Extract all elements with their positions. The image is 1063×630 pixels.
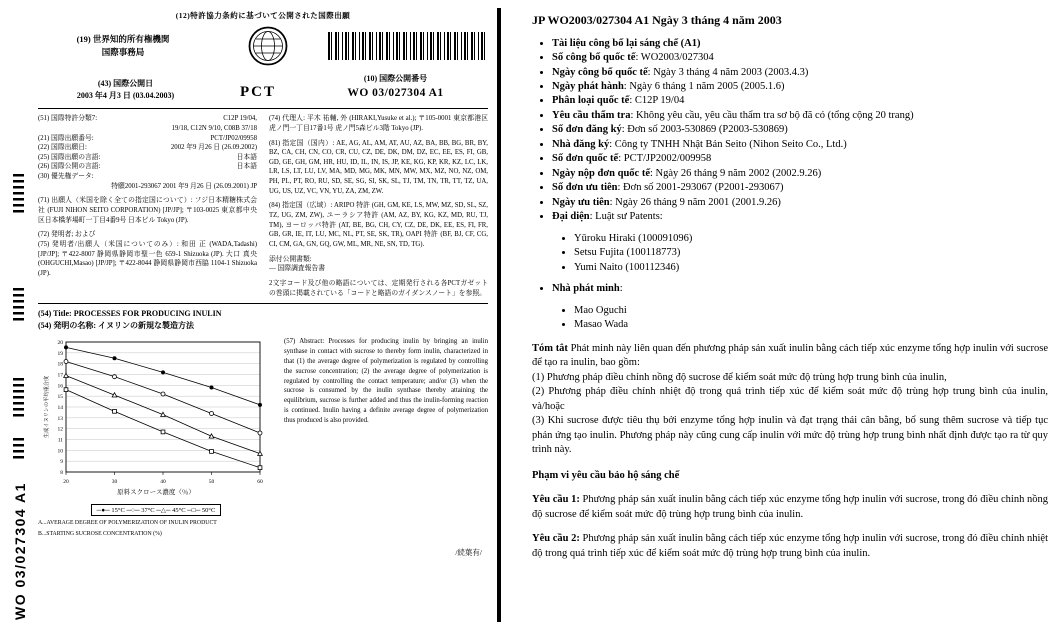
claim-text: Phương pháp sản xuất inulin bằng cách tiếp xúc enzyme tổng hợp inulin với sucrose, trong đó điều chỉnh nhiệt độ trong quá trình tiếp xúc để kiểm soát mức độ trùng hợp trung bình của inulin.	[532, 533, 1048, 559]
wipo-org-name: (19) 世界知的所有権機関	[76, 33, 170, 44]
vietnamese-summary-page	[532, 12, 1048, 561]
biblio-bullet-item	[552, 80, 1048, 94]
figure-block	[38, 337, 274, 538]
biblio-row	[38, 153, 257, 163]
publication-date-block	[38, 78, 213, 102]
title-japanese: (54) 発明の名称: イヌリンの新規な製造方法	[38, 321, 194, 331]
biblio-right-column	[269, 114, 488, 298]
biblio-row	[38, 143, 257, 153]
svg-text:12: 12	[57, 426, 63, 433]
claim-label: Yêu cầu 1:	[532, 494, 580, 506]
biblio-bullet-list	[552, 37, 1048, 225]
field-label: (51) 国際特許分類7:	[38, 115, 98, 123]
inventor-item: • Mao Oguchi	[574, 304, 1048, 318]
page-spine	[8, 6, 34, 624]
representative-item: • Yūroku Hiraki (100091096)	[574, 232, 1048, 246]
wipo-seal-logo	[248, 26, 288, 66]
summary-label: Tóm tắt	[532, 342, 568, 354]
biblio-row	[38, 172, 257, 182]
chart-legend-wrap	[38, 499, 274, 517]
biblio-left-column	[38, 114, 257, 298]
front-page-content	[38, 6, 492, 558]
two-letter-code-note: 2文字コード及び他の略語については、定期発行される各PCTガゼットの巻頭に掲載されている「コードと略語のガイダンスノート」を参照。	[269, 279, 488, 297]
title-english: (54) Title: PROCESSES FOR PRODUCING INULIN	[38, 309, 222, 319]
bullet-value: : C12P 19/04	[629, 95, 685, 107]
svg-text:15: 15	[57, 394, 63, 401]
field-label: (22) 国際出願日:	[38, 144, 87, 152]
svg-text:10: 10	[57, 448, 63, 455]
bullet-value: : Công ty TNHH Nhật Bản Seito (Nihon Seito Co., Ltd.)	[609, 138, 847, 150]
inventors-colon: :	[619, 283, 623, 295]
biblio-row	[38, 162, 257, 172]
abstract-figure-row	[38, 337, 488, 538]
claims-list	[532, 493, 1048, 561]
document-title: JP WO2003/027304 A1 Ngày 3 tháng 4 năm 2003	[532, 13, 782, 27]
field-value: 2002 年9 月26 日 (26.09.2002)	[170, 144, 257, 152]
claim-paragraph	[532, 493, 1048, 522]
header-row	[38, 26, 488, 66]
polymerization-line-chart	[38, 337, 268, 487]
field-value: C12P 19/04,	[223, 115, 257, 123]
publication-date: 2003 年4 月3 日 (03.04.2003)	[76, 91, 175, 101]
inventors-heading-item	[552, 282, 1048, 296]
field-value: 日本語	[236, 153, 257, 161]
biblio-bullet-item	[552, 152, 1048, 166]
field-label: (21) 国際出願番号:	[38, 134, 94, 142]
applicant-paragraph: (71) 出願人（米国を除く全ての指定国について）: フジ日本精糖株式会社 (FUJI NIHON SEITO CORPORATION) [JP/JP]; 〒103-0025 東京都中央区日本橋茅場町一丁目4番9号 日本ビル Tokyo (JP).	[38, 197, 257, 224]
biblio-bullet-item	[552, 94, 1048, 108]
claim-text: Phương pháp sản xuất inulin bằng cách tiếp xúc enzyme tổng hợp inulin với sucrose, trong đó điều chỉnh nồng độ sucrose để kiểm soát mức độ trùng hợp trung bình của inulin.	[532, 494, 1048, 520]
bullet-label: Ngày phát hành	[552, 81, 624, 92]
bullet-value: : Ngày 3 tháng 4 năm 2003 (2003.4.3)	[647, 66, 809, 78]
chart-x-axis-label: 原料スクロース濃度（％）	[117, 489, 195, 497]
bullet-label: Ngày công bố quốc tế	[552, 66, 648, 78]
svg-text:60: 60	[257, 479, 263, 486]
bullet-label: Số đơn quốc tế	[552, 153, 619, 165]
bullet-value: : Luật sư Patents:	[589, 211, 663, 223]
biblio-bullet-item	[552, 109, 1048, 123]
bullet-value: : Đơn số 2003-530869 (P2003-530869)	[621, 124, 788, 136]
designated-states-regional: (84) 指定国（広域）: ARIPO 特許 (GH, GM, KE, LS, MW, MZ, SD, SL, SZ, TZ, UG, ZM, ZW), ユーラシア特許 (AM, AZ, BY, KG, KZ, MD, RU, TJ, TM), ヨーロッパ特許 (AT, BE, BG, CH, CY, CZ, DE, DK, EE, ES, FI, FR, GB, GR, IE, IT, LU, MC, NL, PT, SE, SK, TR), OAPI 特許 (BF, BJ, CF, CG, CI, CM, GA, GN, GQ, GW, ML, MR, NE, SN, TD, TG).	[269, 202, 488, 248]
spine-publication-number: WO 03/027304 A1	[12, 482, 28, 620]
publication-barcode	[328, 32, 488, 60]
field-label: (25) 国際出願の言語:	[38, 153, 101, 161]
biblio-bullet-item	[552, 181, 1048, 195]
bullet-label: Số đơn ưu tiên	[552, 182, 618, 194]
inventors-heading-list	[552, 282, 1048, 296]
pct-treaty-line: (12)特許協力条約に基づいて公開された国際出願	[175, 11, 351, 20]
inventor-item: • Masao Wada	[574, 318, 1048, 332]
biblio-bullet-item	[552, 51, 1048, 65]
svg-text:50: 50	[208, 479, 215, 486]
summary-intro	[532, 342, 1048, 371]
figure-caption-a: A...AVERAGE DEGREE OF POLYMERIZATION OF INULIN PRODUCT	[38, 520, 217, 527]
field-value: 日本語	[236, 163, 257, 171]
svg-text:20: 20	[57, 340, 63, 347]
abstract-text: (57) Abstract: Processes for producing inulin by bringing an inulin synthase in contact with sucrose to thereby form inulin, characterized in that (1) the average degree of polymerization is regulated by controlling the sucrose concentration; (2) the average degree of polymerization is regulated by controlling the contact temperature; and/or (3) when the sucrose is consumed by the inulin synthase thereby attaining the equilibrium, sucrose is further added and thus the inulin-forming reaction is continued. Inulin having a definite average degree of polymerization thus produced is also provided.	[284, 338, 488, 424]
bullet-value: : Ngày 26 tháng 9 năm 2001 (2001.9.26)	[609, 196, 781, 208]
claim-paragraph	[532, 532, 1048, 561]
publication-number-block	[303, 73, 488, 102]
svg-text:18: 18	[57, 361, 63, 368]
attached-documents-value: — 国際調査報告書	[269, 265, 326, 273]
inventors-label: Nhà phát minh	[552, 283, 620, 295]
publication-date-label: (43) 国際公開日	[97, 79, 154, 89]
field-label: (30) 優先権データ:	[38, 173, 94, 181]
svg-text:40: 40	[160, 479, 166, 486]
biblio-bullet-item	[552, 37, 1048, 51]
biblio-row	[38, 134, 257, 144]
page-divider	[497, 8, 501, 622]
bullet-label: Tài liệu công bố lại sáng chế (A1)	[552, 37, 701, 49]
svg-text:11: 11	[57, 437, 63, 444]
biblio-row	[38, 114, 257, 124]
svg-text:14: 14	[57, 405, 63, 412]
chart-legend: ─●─ 15°C ─○─ 37°C ─△─ 45°C ─□─ 50°C	[91, 504, 222, 516]
bullet-label: Đại diện	[552, 211, 590, 223]
field-value: 特願2001-293067 2001 年9 月26 日 (26.09.2001) JP	[111, 182, 257, 190]
representative-item: • Yumi Naito (100112346)	[574, 261, 1048, 275]
inventors-75-paragraph: (75) 発明者/出願人（米国についてのみ）: 和田 正 (WADA,Tadashi) [JP/JP]; 〒422-8007 静岡県静岡市聖一色 659-1 Shizuoka (JP). 大口 真央 (OHGUCHI,Masao) [JP/JP]; 〒422-8044 静岡県静岡市西脇 1104-1 Shizuoka (JP).	[38, 240, 257, 277]
biblio-bullet-item	[552, 210, 1048, 224]
spine-barcode-marks	[13, 174, 24, 214]
svg-text:17: 17	[57, 372, 63, 379]
bullet-label: Ngày nộp đơn quốc tế	[552, 167, 651, 179]
bullet-value: : PCT/JP2002/009958	[618, 153, 712, 165]
wipo-bureau-name: 国際事務局	[101, 47, 145, 57]
bibliographic-columns	[38, 114, 488, 298]
biblio-row	[38, 124, 257, 134]
biblio-field-list	[38, 114, 257, 191]
spine-barcode-marks	[13, 378, 24, 420]
svg-text:生成イヌリンの平均重合度: 生成イヌリンの平均重合度	[44, 376, 50, 439]
divider-rule	[38, 108, 488, 109]
bullet-value: : Không yêu cầu, yêu cầu thẩm tra sơ bộ đã có (tổng cộng 20 trang)	[630, 109, 914, 121]
summary-item-2: (2) Phương pháp điều chỉnh nhiệt độ trong quá trình tiếp xúc để kiểm soát mức độ trùng hợp trung bình của inulin, và/hoặc	[532, 386, 1048, 412]
claims-heading: Phạm vi yêu cầu bảo hộ sáng chế	[532, 469, 680, 481]
biblio-row	[38, 182, 257, 192]
svg-text:9: 9	[60, 459, 63, 466]
pct-label: PCT	[240, 84, 276, 101]
svg-text:30: 30	[111, 479, 118, 486]
field-value: 19/18, C12N 9/10, C08B 37/18	[171, 124, 257, 132]
spine-barcode-marks	[13, 288, 24, 322]
representatives-list	[574, 232, 1048, 275]
designated-states-national: (81) 指定国（国内）: AE, AG, AL, AM, AT, AU, AZ, BA, BB, BG, BR, BY, BZ, CA, CH, CN, CO, CR, CU, CZ, DE, DK, DM, DZ, EC, EE, ES, FI, GB, GD, GE, GH, GM, HR, HU, ID, IL, IN, IS, JP, KE, KG, KP, KR, KZ, LC, LK, LR, LS, LT, LU, LV, MA, MD, MG, MK, MN, MW, MX, MZ, NO, NZ, OM, PH, PL, PT, RO, RU, SD, SE, SG, SI, SK, SL, TJ, TM, TN, TR, TT, TZ, UA, UG, US, UZ, VC, VN, YU, ZA, ZM, ZW.	[269, 139, 488, 195]
summary-item-3: (3) Khi sucrose được tiêu thụ bởi enzyme tổng hợp inulin và đạt trạng thái cân bằng, bổ sung thêm sucrose và tiếp tục phản ứng tạo inulin. Phương pháp này cũng cung cấp inulin với mức độ trùng hợp trung bình nhất định được tạo ra từ quy trình này.	[532, 415, 1048, 456]
spine-barcode-marks	[13, 438, 24, 462]
inventors-list	[574, 304, 1048, 333]
svg-text:20: 20	[63, 479, 69, 486]
figure-caption-b: B...STARTING SUCROSE CONCENTRATION (%)	[38, 530, 162, 537]
bullet-label: Số đơn đăng ký	[552, 124, 622, 136]
bullet-label: Ngày ưu tiên	[552, 196, 610, 208]
svg-text:8: 8	[60, 470, 63, 477]
svg-text:19: 19	[57, 350, 63, 357]
summary-item-1: (1) Phương pháp điều chỉnh nồng độ sucrose để kiểm soát mức độ trùng hợp trung bình của inulin,	[532, 371, 947, 383]
bullet-value: : WO2003/027304	[635, 52, 714, 64]
biblio-bullet-item	[552, 66, 1048, 80]
bullet-label: Yêu cầu thẩm tra	[552, 109, 631, 121]
divider-rule	[38, 303, 488, 304]
summary-block	[532, 342, 1048, 458]
bullet-value: : Ngày 26 tháng 9 năm 2002 (2002.9.26)	[650, 167, 822, 179]
svg-text:13: 13	[57, 415, 63, 422]
agent-paragraph: (74) 代理人: 平木 祐輔, 外 (HIRAKI,Yusuke et al.); 〒105-0001 東京都港区虎ノ門一丁目17番1号 虎ノ門5森ビル3階 Tokyo (JP).	[269, 115, 488, 132]
bullet-value: : Ngày 6 tháng 1 năm 2005 (2005.1.6)	[623, 81, 785, 92]
inventors-72-line: (72) 発明者; および	[38, 231, 96, 239]
pct-front-page	[8, 6, 492, 624]
field-value: PCT/JP02/09958	[210, 134, 257, 142]
svg-text:16: 16	[57, 383, 63, 390]
publication-number: WO 03/027304 A1	[347, 87, 444, 99]
biblio-bullet-item	[552, 167, 1048, 181]
biblio-bullet-item	[552, 138, 1048, 152]
summary-intro-text: Phát minh này liên quan đến phương pháp sản xuất inulin bằng cách tiếp xúc enzyme tổng hợp inulin với sucrose để tạo ra inulin, bao gồm:	[532, 342, 1048, 369]
publication-number-label: (10) 国際公開番号	[363, 74, 428, 83]
bullet-label: Số công bố quốc tế	[552, 52, 636, 64]
wipo-org-block	[38, 33, 208, 59]
biblio-bullet-item	[552, 123, 1048, 137]
bullet-label: Phân loại quốc tế	[552, 95, 630, 107]
representative-item: • Setsu Fujita (100118773)	[574, 246, 1048, 260]
field-label: (26) 国際公開の言語:	[38, 163, 101, 171]
attached-documents-label: 添付公開書類:	[269, 255, 312, 263]
continuation-note: /続葉有/	[455, 547, 482, 557]
bullet-label: Nhà đăng ký	[552, 138, 610, 150]
claim-label: Yêu cầu 2:	[532, 533, 580, 545]
biblio-bullet-item	[552, 196, 1048, 210]
bullet-value: : Đơn số 2001-293067 (P2001-293067)	[617, 182, 784, 194]
publication-row	[38, 73, 488, 102]
